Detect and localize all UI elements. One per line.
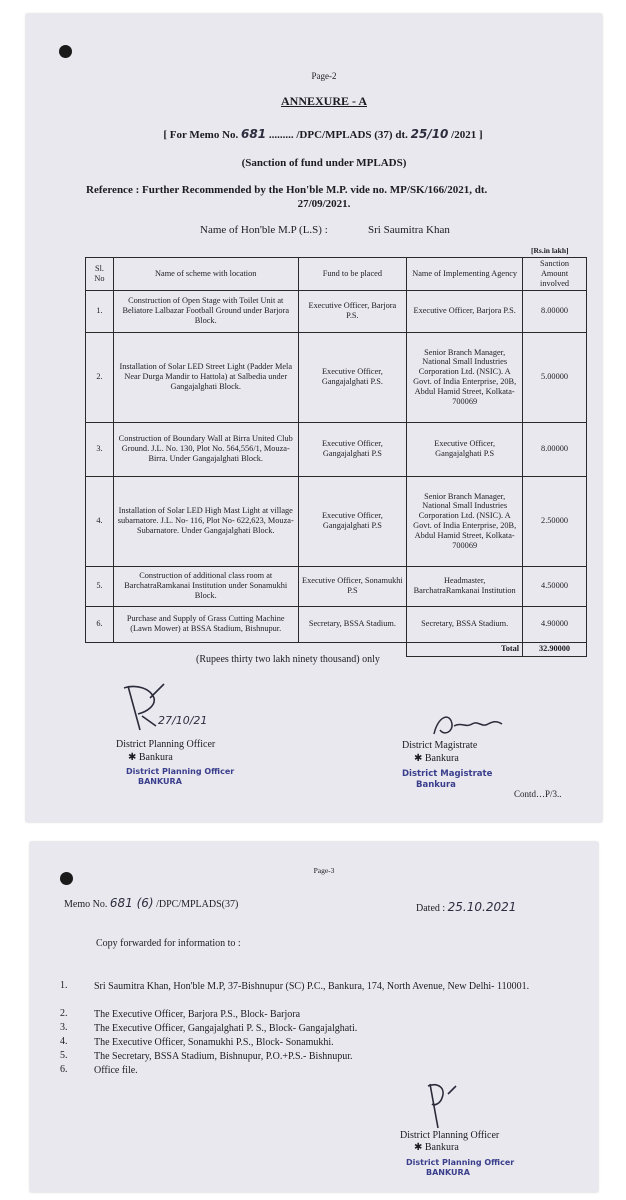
table-row — [86, 606, 587, 642]
dpo-handwritten-date: 27/10/21 — [158, 714, 208, 727]
dm-title: District Magistrate — [402, 740, 478, 751]
table-row — [86, 332, 587, 422]
page-number: Page-3 — [313, 866, 335, 875]
memo-middle: /DPC/MPLADS (37) dt. — [296, 129, 408, 141]
cell-agency: Executive Officer, Barjora P.S. — [407, 290, 523, 332]
dpo-place: ✱ Bankura — [414, 1142, 459, 1153]
cell-amount: 8.00000 — [523, 422, 587, 476]
cell-fund: Executive Officer, Sonamukhi P.S — [298, 566, 407, 606]
memo-reference-line: [ For Memo No. 681 ......... /DPC/MPLADS (37) dt. 25/10 /2021 ] — [163, 127, 483, 141]
mp-name: Sri Saumitra Khan — [368, 224, 450, 236]
cell-scheme: Construction of additional class room at BarchatraRamkanai Institution under Sonamukhi Block. — [113, 566, 298, 606]
cell-fund: Executive Officer, Gangajalghati P.S — [298, 422, 407, 476]
annexure-table — [85, 257, 587, 657]
star-icon: ✱ — [414, 753, 423, 764]
reference-line-2: 27/09/2021. — [297, 198, 351, 210]
memo-line: Memo No. 681 (6) /DPC/MPLADS(37) — [64, 896, 239, 910]
dm-place: ✱ Bankura — [414, 753, 459, 764]
units-label: [Rs.in lakh] — [531, 246, 569, 255]
cell-sl: 1. — [86, 290, 114, 332]
cell-fund: Executive Officer, Gangajalghati P.S. — [298, 332, 407, 422]
table-row — [86, 566, 587, 606]
dpo-place: ✱ Bankura — [128, 752, 173, 763]
cell-amount: 2.50000 — [523, 476, 587, 566]
dpo-stamp-line-2: BANKURA — [138, 777, 182, 786]
amount-in-words: (Rupees thirty two lakh ninety thousand) only — [196, 654, 380, 665]
total-label: Total — [407, 642, 523, 656]
star-icon: ✱ — [128, 752, 137, 763]
header-sl-no: Sl. No — [86, 258, 114, 291]
cell-amount: 4.50000 — [523, 566, 587, 606]
dpo-stamp-line-1: District Planning Officer — [126, 767, 235, 776]
cell-sl: 5. — [86, 566, 114, 606]
dm-stamp-line-1: District Magistrate — [402, 769, 493, 779]
memo-date-handwritten: 25/10 — [410, 127, 449, 141]
memo-number-handwritten: 681 (6) — [109, 896, 154, 910]
dpo-stamp-line-1: District Planning Officer — [406, 1158, 515, 1167]
cell-sl: 6. — [86, 606, 114, 642]
dm-signature — [428, 708, 508, 742]
reference-line-1: Reference : Further Recommended by the Hon'ble M.P. vide no. MP/SK/166/2021, dt. — [86, 184, 488, 196]
header-amount: Sanction Amount involved — [523, 258, 587, 291]
page-number: Page-2 — [311, 71, 337, 81]
dpo-stamp-line-2: BANKURA — [426, 1168, 470, 1177]
memo-prefix: [ For Memo No. — [163, 129, 239, 141]
document-page-3: Page-3 Memo No. 681 (6) /DPC/MPLADS(37) Dated : 25.10.2021 Copy forwarded for information to : 1. Sri Saumitra Khan, Hon'ble M.P, 37-Bishnupur (SC) P.C., Bankura, 174, North Avenue, New Delhi- 110001. 2. The Executive Officer, Barjora P.S., Block- Barjora 3. The Executive Officer, Gangajalghati P. S., Block- Gangajalghati. 4. The Executive Officer, Sonamukhi P.S., Block- Sonamukhi. 5. The Secretary, BSSA Stadium, Bishnupur, P.O.+P.S.- Bishnupur. 6. Office file. District Planning Officer ✱ Bankura District Planning Officer BANKURA — [30, 842, 598, 1192]
dpo-title: District Planning Officer — [116, 739, 216, 750]
cell-scheme: Construction of Boundary Wall at Birra United Club Ground. J.L. No. 130, Plot No. 564,556/1, Mouza- Birra. Under Gangajalghati Block. — [113, 422, 298, 476]
cell-scheme: Construction of Open Stage with Toilet Unit at Beliatore Lalbazar Football Ground under Barjora Block. — [113, 290, 298, 332]
cell-fund: Executive Officer, Barjora P.S. — [298, 290, 407, 332]
dpo-title: District Planning Officer — [400, 1130, 500, 1141]
sanction-subtitle: (Sanction of fund under MPLADS) — [241, 157, 407, 169]
dm-stamp-line-2: Bankura — [416, 780, 456, 790]
document-page-2 — [26, 14, 602, 822]
header-agency: Name of Implementing Agency — [407, 258, 523, 291]
dated-handwritten: 25.10.2021 — [447, 900, 517, 914]
dpo-signature — [420, 1078, 470, 1134]
punch-hole — [59, 45, 72, 58]
cell-amount: 4.90000 — [523, 606, 587, 642]
total-value: 32.90000 — [523, 642, 587, 656]
annexure-title: ANNEXURE - A — [280, 94, 367, 108]
table-header-row — [86, 258, 587, 291]
cell-amount: 8.00000 — [523, 290, 587, 332]
dpo-signature — [110, 678, 210, 738]
cell-agency: Senior Branch Manager, National Small Industries Corporation Ltd. (NSIC). A Govt. of India Enterprise, 20B, Abdul Hamid Street, Kolkata-700069 — [407, 476, 523, 566]
cell-scheme: Installation of Solar LED Street Light (Padder Mela Near Durga Mandir to Hattola) at Salbedia under Gangajalghati Block. — [113, 332, 298, 422]
cell-fund: Secretary, BSSA Stadium. — [298, 606, 407, 642]
dated-line: Dated : 25.10.2021 — [416, 900, 517, 914]
memo-suffix: /2021 ] — [451, 129, 483, 141]
header-fund: Fund to be placed — [298, 258, 407, 291]
continued-note: Contd…P/3.. — [514, 789, 562, 799]
header-scheme: Name of scheme with location — [113, 258, 298, 291]
table-row — [86, 422, 587, 476]
cell-scheme: Installation of Solar LED High Mast Light at village subarnatore. J.L. No- 116, Plot No- 622,623, Mouza- Subarnatore. Under Gangajalghati Block. — [113, 476, 298, 566]
mp-label: Name of Hon'ble M.P (L.S) : — [200, 224, 328, 236]
cell-fund: Executive Officer, Gangajalghati P.S — [298, 476, 407, 566]
cell-agency: Headmaster, BarchatraRamkanai Institution — [407, 566, 523, 606]
cell-amount: 5.00000 — [523, 332, 587, 422]
cell-agency: Senior Branch Manager, National Small Industries Corporation Ltd. (NSIC). A Govt. of India Enterprise, 20B, Abdul Hamid Street, Kolkata-700069 — [407, 332, 523, 422]
table-row — [86, 290, 587, 332]
copy-forwarded: Copy forwarded for information to : — [96, 938, 241, 949]
star-icon: ✱ — [414, 1142, 423, 1153]
table-row — [86, 476, 587, 566]
cell-agency: Executive Officer, Gangajalghati P.S — [407, 422, 523, 476]
cell-scheme: Purchase and Supply of Grass Cutting Machine (Lawn Mower) at BSSA Stadium, Bishnupur. — [113, 606, 298, 642]
cell-sl: 3. — [86, 422, 114, 476]
cell-agency: Secretary, BSSA Stadium. — [407, 606, 523, 642]
cell-sl: 2. — [86, 332, 114, 422]
memo-number-handwritten: 681 — [241, 127, 267, 141]
cell-sl: 4. — [86, 476, 114, 566]
